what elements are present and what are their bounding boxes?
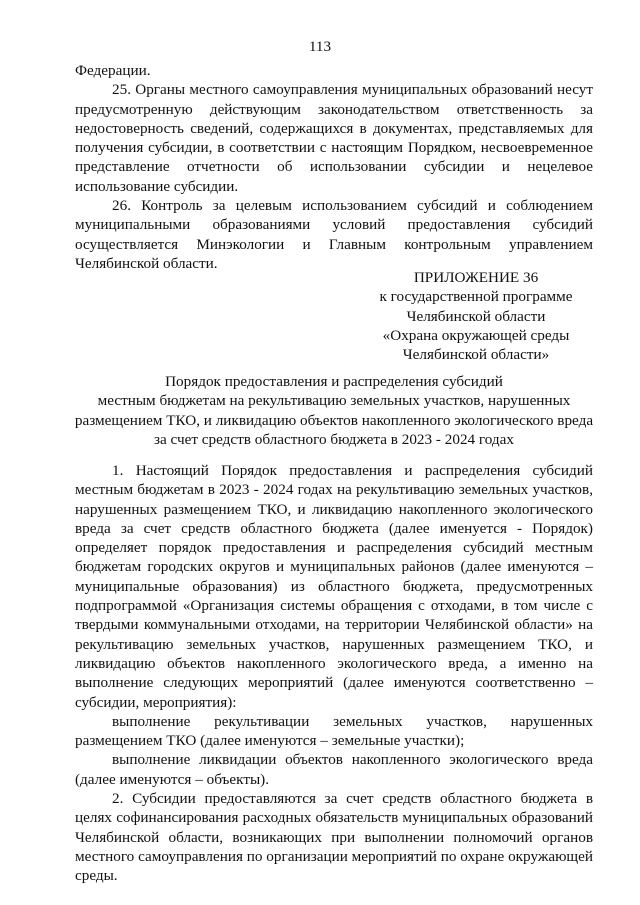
title-line: местным бюджетам на рекультивацию земельных участков, нарушенных <box>97 392 571 410</box>
sub-item-2: выполнение ликвидации объектов накопленного экологического вреда (далее именуются – объекты). <box>75 751 593 788</box>
title-line: за счет средств областного бюджета в 2023 - 2024 годах <box>154 430 514 448</box>
appendix-line: Челябинской области <box>406 307 546 325</box>
paragraph-1: 1. Настоящий Порядок предоставления и распределения субсидий местным бюджетам в 2023 - 2024 годах на рекультивацию земельных участков, нарушенных размещением ТКО, и ликвидацию накопленного экологического вреда за счет средств областного бюджета (далее именуется - Порядок) определяет порядок предоставления и распределения субсидий местным бюджетам городских округов и муниципальных районов (далее именуются – муниципальные образования) из областного бюджета, предусмотренных подпрограммой «Организация системы обращения с отходами, в том числе с твердыми коммунальными отходами, на территории Челябинской области» на рекультивацию земельных участков, нарушенных размещением ТКО, и ликвидацию объектов накопленного экологического вреда, а именно на выполнение следующих мероприятий (далее именуются соответственно – субсидии, мероприятия): <box>75 462 593 711</box>
paragraph-25: 25. Органы местного самоуправления муниципальных образований несут предусмотренную действующим законодательством ответственность за недостоверность сведений, содержащихся в документах, представляемых для получения субсидии, в соответствии с настоящим Порядком, несвоевременное представление отчетности об использовании субсидии и нецелевое использование субсидии. <box>75 81 593 195</box>
page-number: 113 <box>308 38 332 55</box>
previous-section <box>75 61 593 273</box>
title-line: Порядок предоставления и распределения субсидий <box>165 373 503 390</box>
appendix-header <box>352 268 600 364</box>
appendix-line: к государственной программе <box>379 288 573 306</box>
paragraph-2: 2. Субсидии предоставляются за счет средств областного бюджета в целях софинансирования расходных обязательств муниципальных образований Челябинской области, возникающих при выполнении полномочий органов местного самоуправления по организации мероприятий по охране окружающей среды. <box>75 790 593 885</box>
document-title <box>60 372 608 449</box>
title-line: размещением ТКО, и ликвидацию объектов накопленного экологического вреда <box>74 411 594 429</box>
appendix-line: «Охрана окружающей среды <box>382 326 570 344</box>
appendix-line: Челябинской области» <box>402 346 550 364</box>
continuation-text: Федерации. <box>75 62 151 79</box>
main-body <box>75 461 593 886</box>
paragraph-26: 26. Контроль за целевым использованием субсидий и соблюдением муниципальными образованиями условий предоставления субсидий осуществляется Минэкологии и Главным контрольным управлением Челябинской области. <box>75 197 593 272</box>
appendix-title: ПРИЛОЖЕНИЕ 36 <box>413 269 539 286</box>
sub-item-1: выполнение рекультивации земельных участков, нарушенных размещением ТКО (далее именуются – земельные участки); <box>75 712 593 750</box>
